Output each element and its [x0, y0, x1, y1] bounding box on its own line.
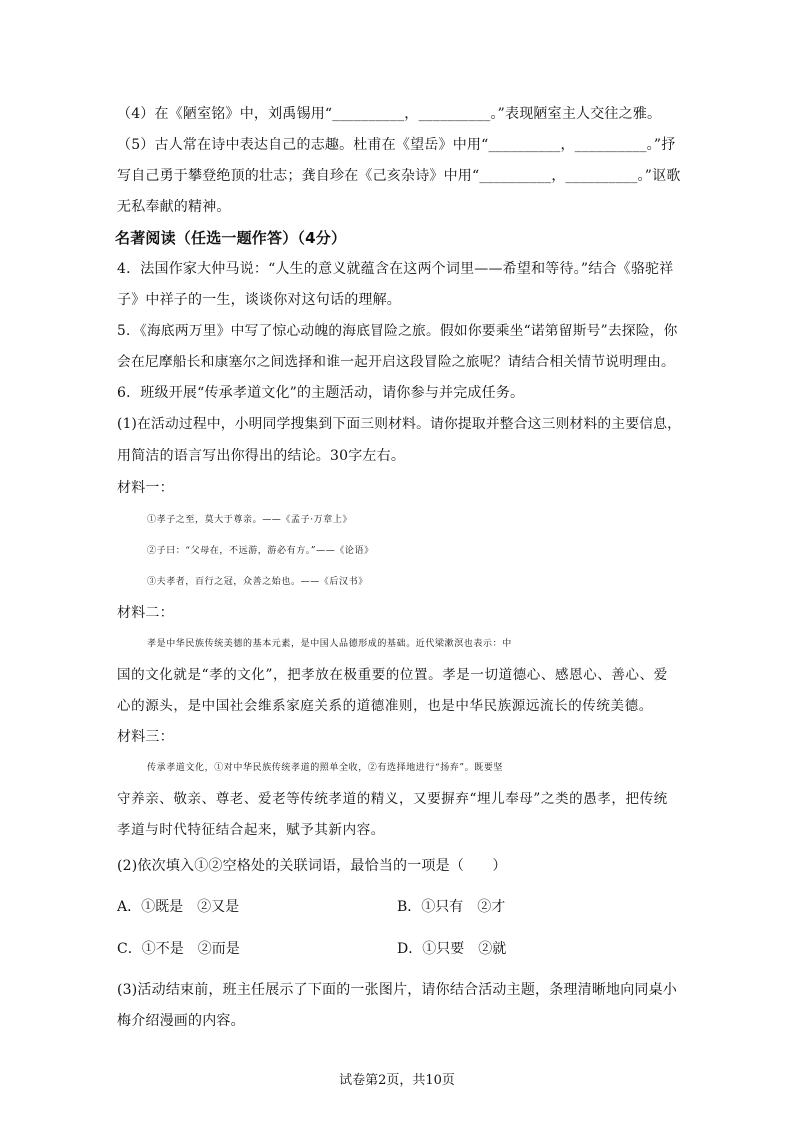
page-footer: 试卷第2页，共10页	[339, 1073, 455, 1088]
material-3-line-3: 孝道与时代特征结合起来，赋予其新内容。	[117, 822, 385, 838]
question-6-intro: 6．班级开展“传承孝道文化”的主题活动，请你参与并完成任务。	[117, 385, 525, 401]
reading-q5-line-1: 5．《海底两万里》中写了惊心动魄的海底冒险之旅。假如你要乘坐“诺第留斯号”去探险，你	[117, 323, 678, 339]
question-6-3-line-1: (3)活动结束前，班主任展示了下面的一张图片，请你结合活动主题，条理清晰地向同桌小	[117, 982, 678, 998]
option-d: D．①只要 ②就	[397, 941, 507, 957]
material-1-item-1: ①孝子之至，莫大于尊亲。——《孟子·万章上》	[147, 515, 353, 525]
section-heading: 名著阅读（任选一题作答）（4分）	[115, 229, 347, 247]
option-b: B．①只有 ②才	[397, 899, 506, 915]
question-5-line-1: （5）古人常在诗中表达自己的志趣。杜甫在《望岳》中用“__________，__________。”抒	[117, 137, 676, 153]
option-c: C．①不是 ②而是	[117, 941, 240, 957]
material-2-line-2: 国的文化就是“孝的文化”，把孝放在极重要的位置。孝是一切道德心、感恩心、善心、爱	[117, 667, 668, 683]
question-6-2: (2)依次填入①②空格处的关联词语，最恰当的一项是（ ）	[117, 858, 507, 874]
reading-q4-line-2: 子》中祥子的一生，谈谈你对这句话的理解。	[117, 292, 401, 308]
material-3-label: 材料三：	[117, 729, 174, 745]
material-1-label: 材料一：	[117, 480, 174, 496]
question-5-line-2: 写自己勇于攀登绝顶的壮志；龚自珍在《己亥杂诗》中用“__________，__________。”讴歌	[117, 168, 681, 184]
option-a: A．①既是 ②又是	[117, 899, 240, 915]
material-3-line-1: 传承孝道文化，①对中华民族传统孝道的照单全收，②有选择地进行“扬弃”。既要坚	[147, 763, 504, 773]
question-4-fill: （4）在《陋室铭》中，刘禹锡用“__________，__________。”表现陋室主人交往之雅。	[117, 106, 662, 122]
question-6-3-line-2: 梅介绍漫画的内容。	[117, 1013, 245, 1029]
question-6-1-line-1: (1)在活动过程中，小明同学搜集到下面三则材料。请你提取并整合这三则材料的主要信息，	[117, 416, 682, 432]
question-5-line-3: 无私奉献的精神。	[117, 199, 231, 215]
material-2-line-1: 孝是中华民族传统美德的基本元素，是中国人品德形成的基础。近代梁漱溟也表示：中	[147, 639, 512, 649]
material-3-line-2: 守养亲、敬亲、尊老、爱老等传统孝道的精义，又要摒弃“埋儿奉母”之类的愚孝，把传统	[117, 791, 668, 807]
material-2-label: 材料二：	[117, 605, 174, 621]
reading-q5-line-2: 会在尼摩船长和康塞尔之间选择和谁一起开启这段冒险之旅呢？请结合相关情节说明理由。	[117, 354, 676, 370]
reading-q4-line-1: 4．法国作家大仲马说：“人生的意义就蕴含在这两个词里——希望和等待。”结合《骆驼祥	[117, 261, 674, 277]
material-2-line-3: 心的源头，是中国社会维系家庭关系的道德准则，也是中华民族源远流长的传统美德。	[117, 698, 653, 714]
material-1-item-2: ②子曰：“父母在，不远游，游必有方。”——《论语》	[147, 546, 374, 556]
material-1-item-3: ③夫孝者，百行之冠，众善之始也。——《后汉书》	[147, 577, 368, 587]
question-6-1-line-2: 用简洁的语言写出你得出的结论。30字左右。	[117, 448, 406, 464]
